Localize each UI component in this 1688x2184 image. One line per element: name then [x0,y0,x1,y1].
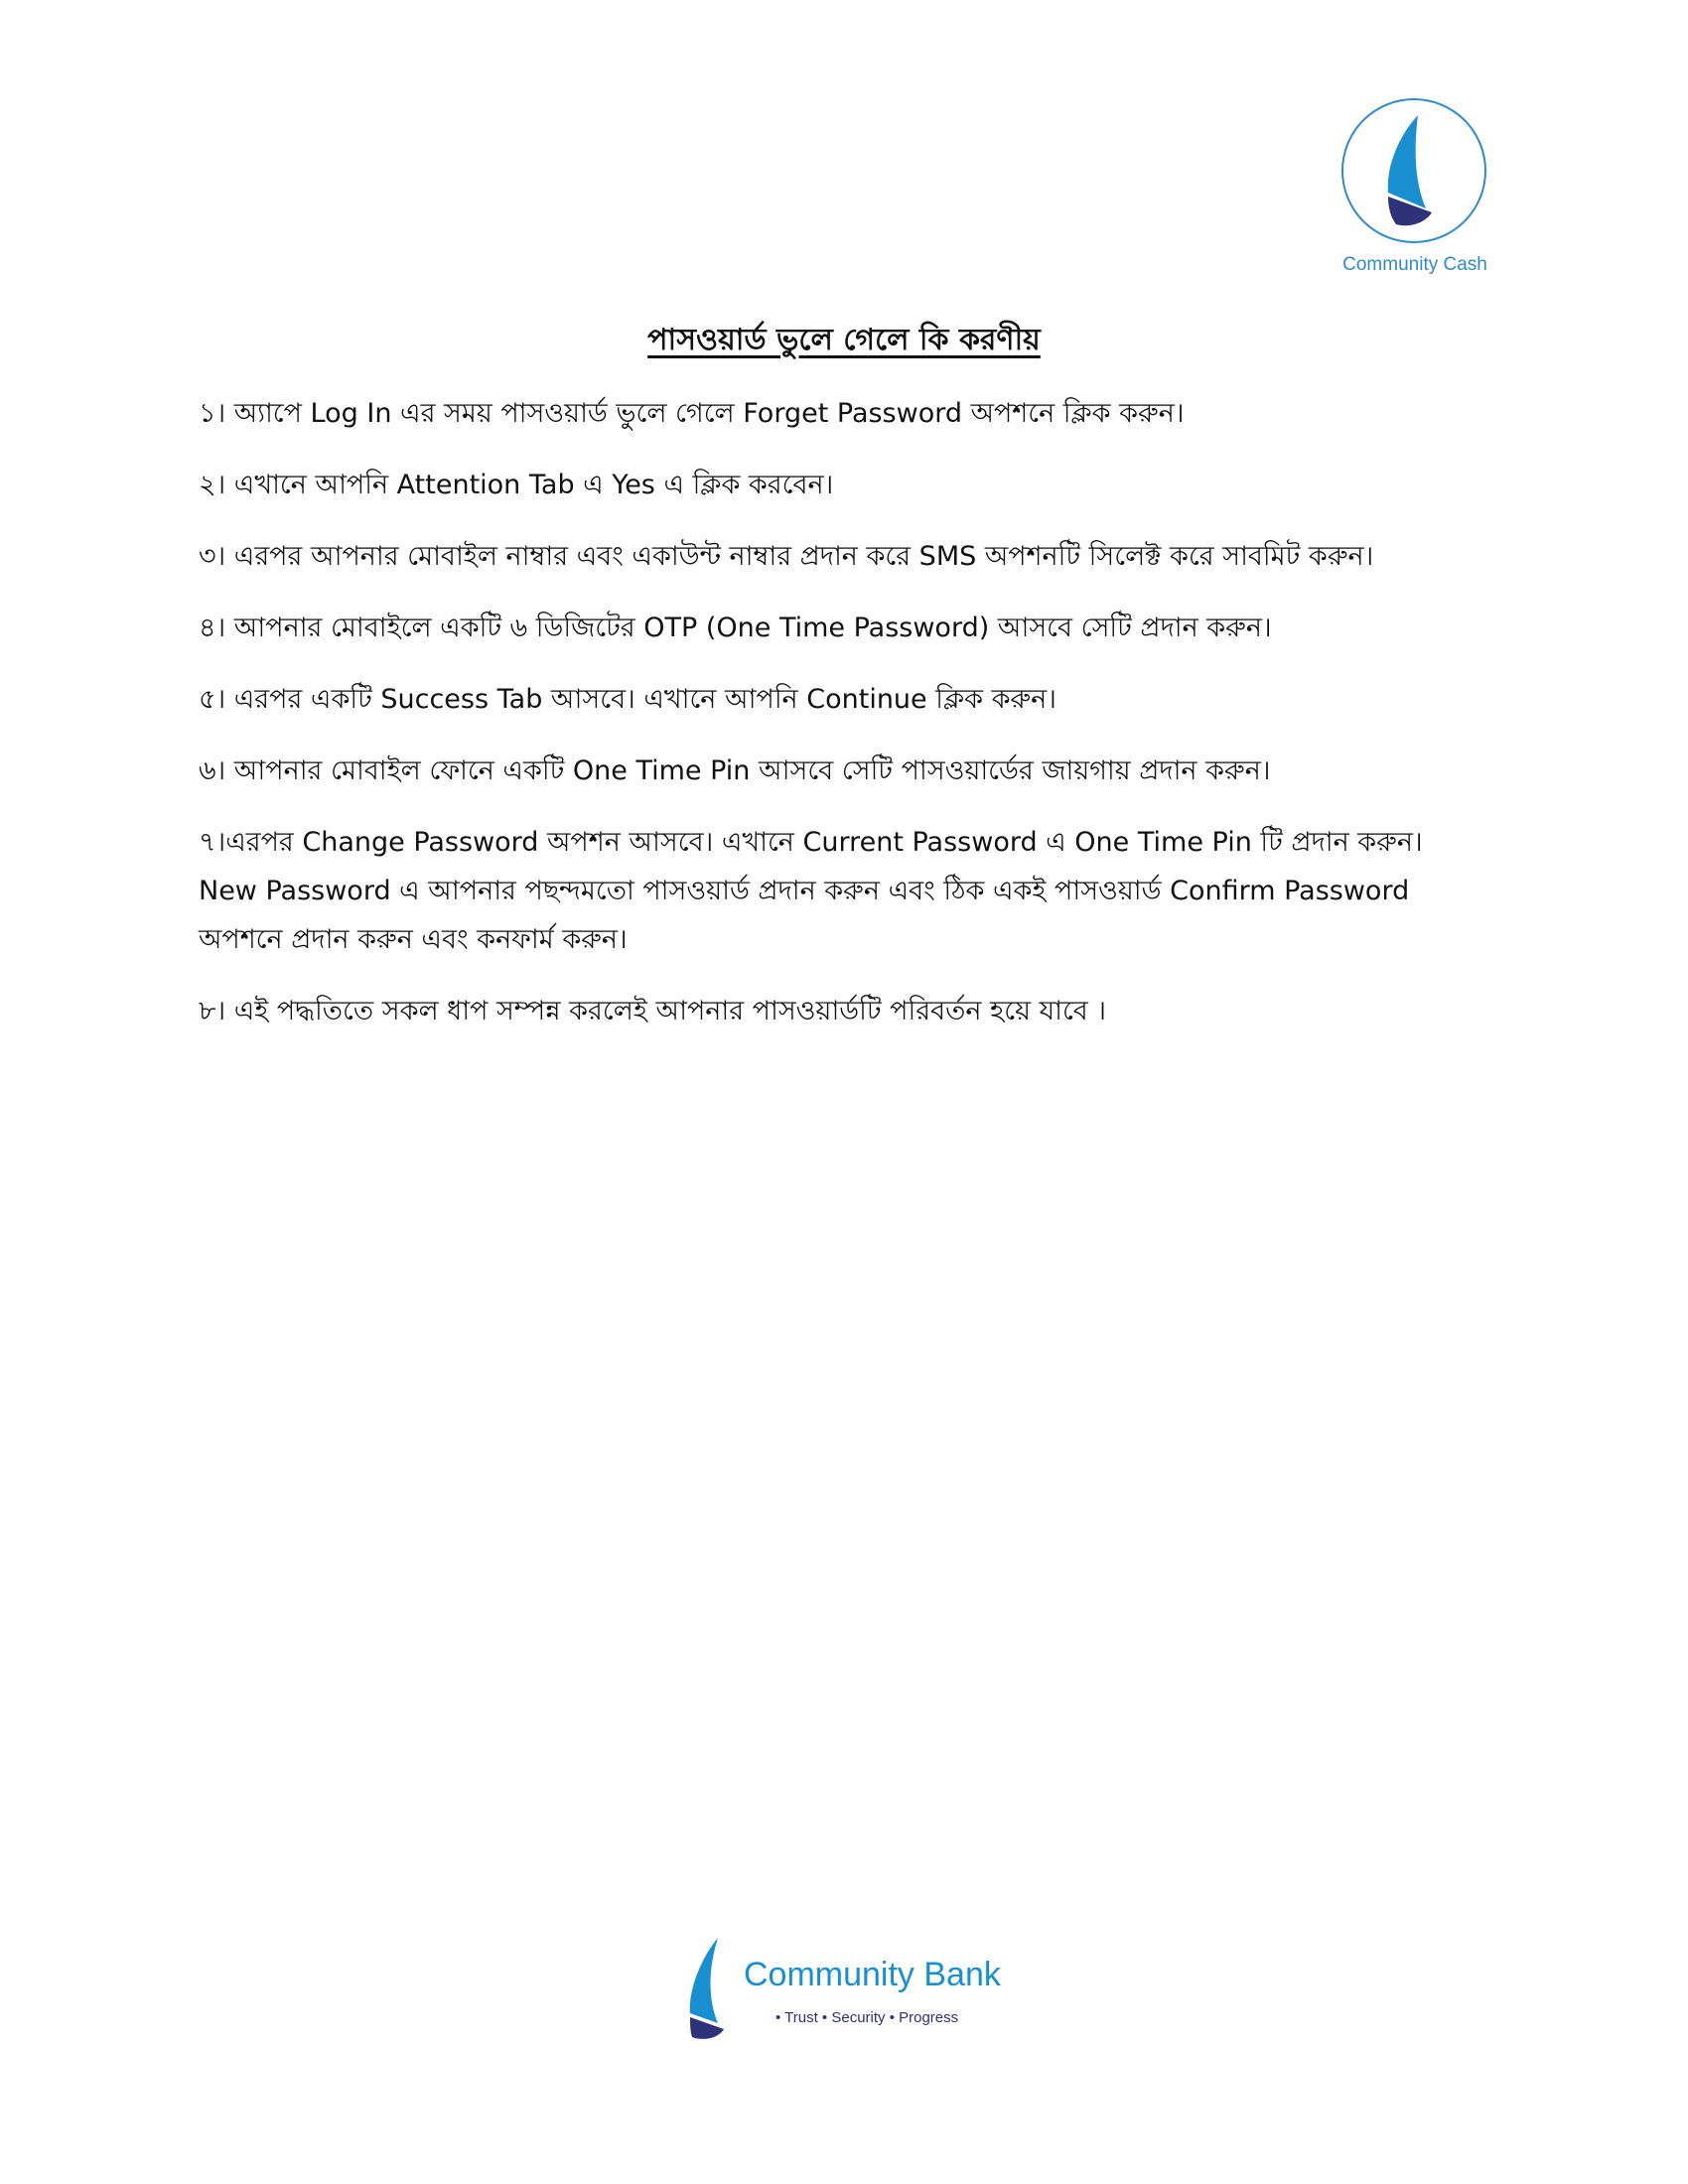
step-2: ২। এখানে আপনি Attention Tab এ Yes এ ক্লিক করবেন। [199,470,834,500]
bank-tagline: • Trust • Security • Progress [775,2009,959,2026]
step-6: ৬। আপনার মোবাইল ফোনে একটি One Time Pin আসবে সেটি পাসওয়ার্ডের জায়গায় প্রদান করুন। [199,755,1271,786]
community-cash-logo [1321,97,1509,286]
bank-name: Community Bank [744,1956,1001,1993]
step-4: ৪। আপনার মোবাইলে একটি ৬ ডিজিটের OTP (One Time Password) আসবে সেটি প্রদান করুন। [199,613,1272,643]
instruction-list [199,389,1489,1058]
step-7: ৭।এরপর Change Password অপশন আসবে। এখানে Current Password এ One Time Pin টি প্রদান করুন। New Password এ আপনার পছন্দমতো পাসওয়ার্ড প্রদান করুন এবং ঠিক একই পাসওয়ার্ড Confirm Password অপশনে প্রদান করুন এবং কনফার্ম করুন। [199,827,1423,955]
community-bank-logo [678,1934,1016,2053]
step-3: ৩। এরপর আপনার মোবাইল নাম্বার এবং একাউন্ট নাম্বার প্রদান করে SMS অপশনটি সিলেক্ট করে সাবমিট করুন। [199,541,1374,572]
step-1: ১। অ্যাপে Log In এর সময় পাসওয়ার্ড ভুলে গেলে Forget Password অপশনে ক্লিক করুন। [199,398,1185,429]
brand-name: Community Cash [1342,254,1487,275]
sailboat-logo-icon [678,1934,742,2043]
document-title: পাসওয়ার্ড ভুলে গেলে কি করণীয় [647,323,1041,357]
document-title-block [0,316,1688,366]
step-5: ৫। এরপর একটি Success Tab আসবে। এখানে আপনি Continue ক্লিক করুন। [199,684,1056,715]
step-8: ৮। এই পদ্ধতিতে সকল ধাপ সম্পন্ন করলেই আপনার পাসওয়ার্ডটি পরিবর্তন হয়ে যাবে । [199,996,1107,1026]
sailboat-logo-icon [1340,97,1487,244]
